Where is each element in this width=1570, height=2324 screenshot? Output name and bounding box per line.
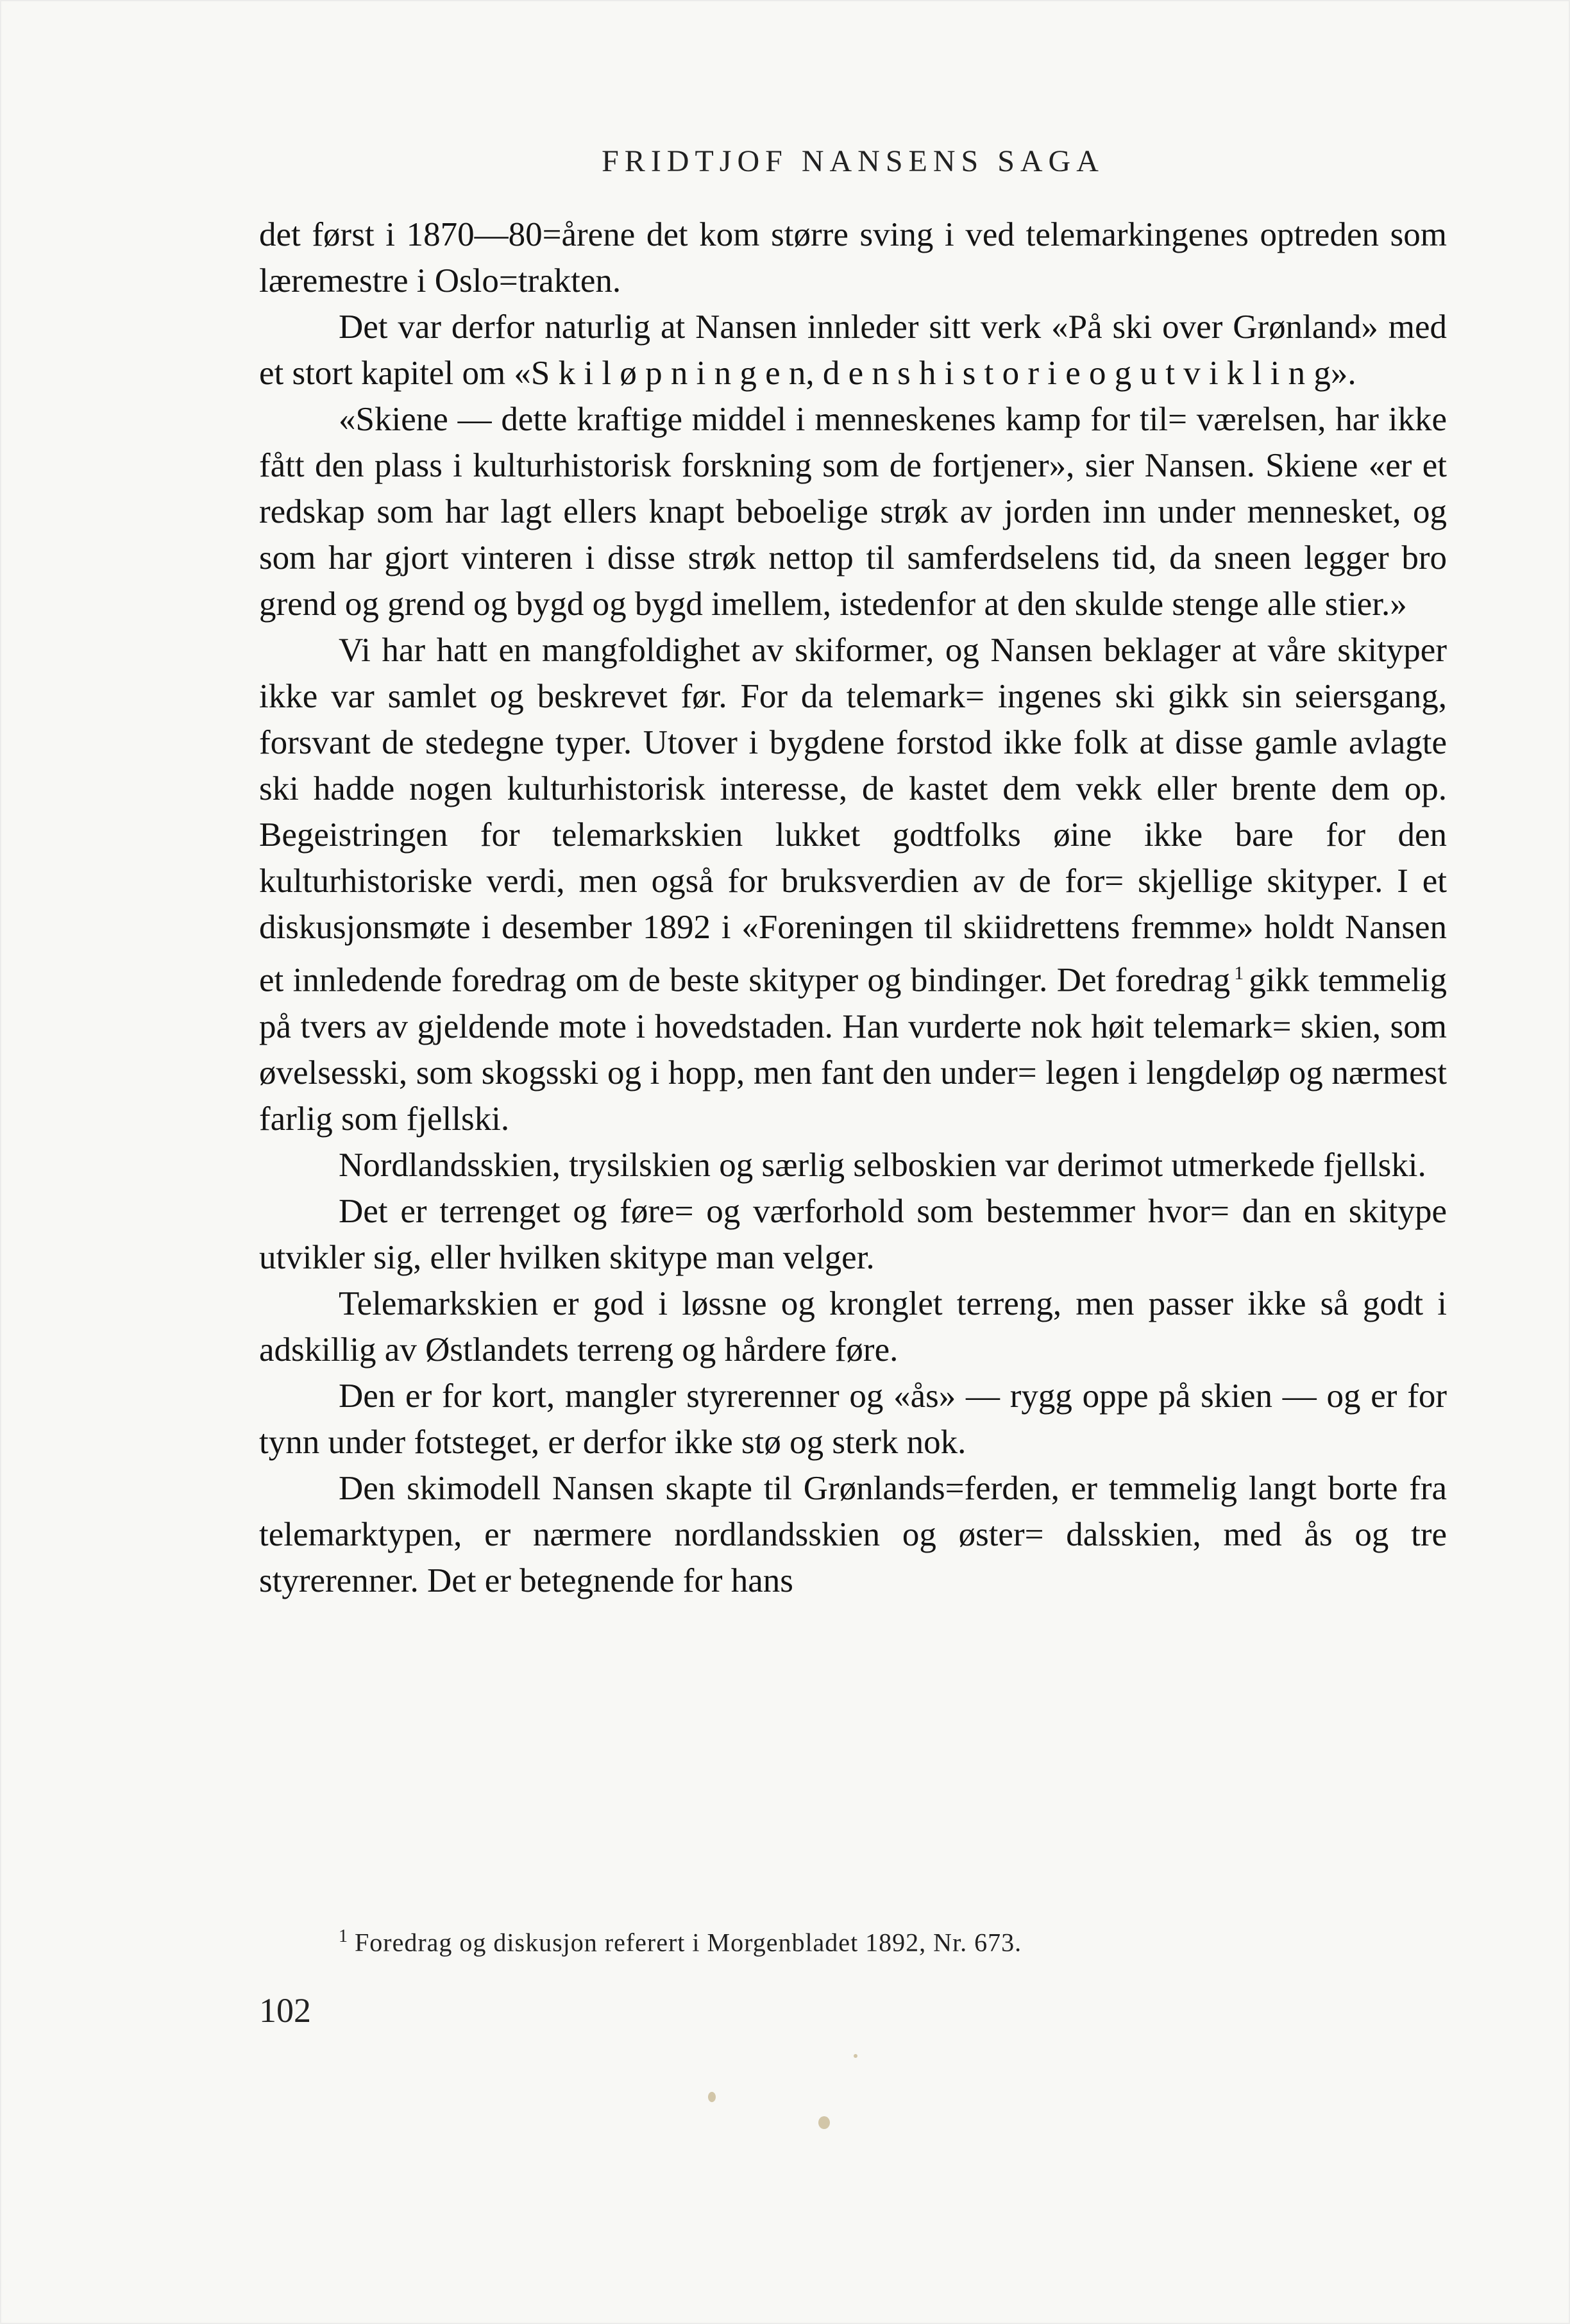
running-head: FRIDTJOF NANSENS SAGA bbox=[602, 144, 1104, 178]
paragraph-4-part-1: Vi har hatt en mangfoldighet av skiformer, og Nansen beklager at våre skityper ikke var samlet og beskrevet før. For da telemark= ingenes ski gikk sin seiersgang, forsvant de stedegne typer. Utover i bygdene forstod ikke folk at disse gamle avlagte ski hadde nogen kulturhistorisk interesse, de kastet dem vekk eller brente dem op. Begeistringen for telemarkskien lukket godtfolks øine ikke bare for den kulturhistoriske verdi, men også for bruksverdien av de for= skjellige skityper. I et diskusjonsmøte i desember 1892 i «Foreningen til skiidrettens fremme» holdt Nansen et innledende foredrag om de beste skityper og bindinger. Det foredrag bbox=[259, 632, 1447, 999]
footnote-text: Foredrag og diskusjon referert i Morgenbladet 1892, Nr. 673. bbox=[355, 1928, 1022, 1957]
paragraph-5: Nordlandsskien, trysilskien og særlig selboskien var derimot utmerkede fjellski. bbox=[339, 1146, 1426, 1184]
footnote bbox=[339, 1919, 1022, 1960]
body-text bbox=[259, 212, 1447, 1604]
paragraph-6: Det er terrenget og føre= og værforhold som bestemmer hvor= dan en skitype utvikler sig, eller hvilken skitype man velger. bbox=[259, 1192, 1447, 1276]
paragraph-7: Telemarkskien er god i løssne og kronglet terreng, men passer ikke så godt i adskillig av Østlandets terreng og hårdere føre. bbox=[259, 1284, 1447, 1368]
footnote-mark: 1 bbox=[339, 1926, 348, 1946]
footnote-reference: 1 bbox=[1234, 963, 1244, 984]
paragraph-9: Den skimodell Nansen skapte til Grønlands=ferden, er temmelig langt borte fra telemarktypen, er nærmere nordlandsskien og øster= dalsskien, med ås og tre styrerenner. Det er betegnende for hans bbox=[259, 1469, 1447, 1599]
paragraph-4 bbox=[259, 627, 1447, 1142]
paragraph-2: Det var derfor naturlig at Nansen innleder sitt verk «På ski over Grønland» med et stort kapitel om «S k i l ø p n i n g e n, d e n s h i s t o r i e o g u t v i k l i n g». bbox=[259, 308, 1447, 392]
paper-speck bbox=[854, 2054, 857, 2058]
paper-speck bbox=[818, 2116, 830, 2129]
paper-speck bbox=[708, 2092, 716, 2102]
paragraph-8: Den er for kort, mangler styrerenner og «ås» — rygg oppe på skien — og er for tynn under fotsteget, er derfor ikke stø og sterk nok. bbox=[259, 1377, 1447, 1461]
page-number: 102 bbox=[259, 1991, 311, 2030]
paragraph-4-part-2: gikk temmelig på tvers av gjeldende mote i hovedstaden. Han vurderte nok høit telemark= skien, som øvelsesski, som skogsski og i hopp, men fant den under= legen i lengdeløp og nærmest farlig som fjellski. bbox=[259, 961, 1447, 1138]
paragraph-1: det først i 1870—80=årene det kom større sving i ved telemarkingenes optreden som læremestre i Oslo=trakten. bbox=[259, 216, 1447, 299]
paragraph-3: «Skiene — dette kraftige middel i menneskenes kamp for til= værelsen, har ikke fått den plass i kulturhistorisk forskning som de fortjener», sier Nansen. Skiene «er et redskap som har lagt ellers knapt beboelige strøk av jorden inn under mennesket, og som har gjort vinteren i disse strøk nettop til samferdselens tid, da sneen legger bro grend og grend og bygd og bygd imellem, istedenfor at den skulde stenge alle stier.» bbox=[259, 401, 1447, 623]
